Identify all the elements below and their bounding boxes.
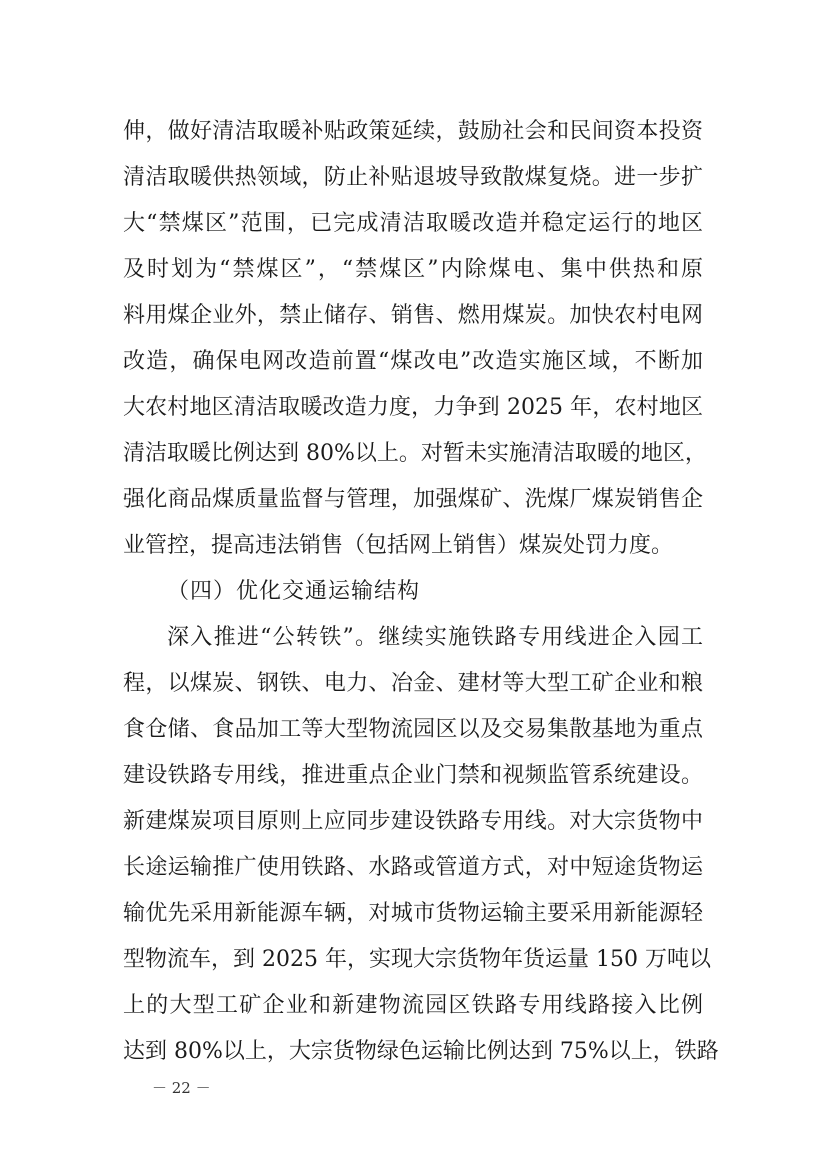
text-line: 程，以煤炭、钢铁、电力、冶金、建材等大型工矿企业和粮: [123, 671, 703, 696]
text-line: 伸，做好清洁取暖补贴政策延续，鼓励社会和民间资本投资: [123, 119, 703, 144]
page-number: － 22 －: [152, 1079, 211, 1097]
text-line: 建设铁路专用线，推进重点企业门禁和视频监管系统建设。: [123, 763, 703, 788]
text-line: 达到 80%以上，大宗货物绿色运输比例达到 75%以上，铁路: [123, 1039, 719, 1064]
text-line: 改造，确保电网改造前置“煤改电”改造实施区域，不断加: [123, 349, 703, 374]
text-line: 深入推进“公转铁”。继续实施铁路专用线进企入园工: [167, 625, 703, 650]
text-line: 料用煤企业外，禁止储存、销售、燃用煤炭。加快农村电网: [123, 303, 703, 328]
text-line: 大农村地区清洁取暖改造力度，力争到 2025 年，农村地区: [123, 395, 703, 420]
text-line: 大“禁煤区”范围，已完成清洁取暖改造并稳定运行的地区: [123, 211, 703, 236]
text-line: 新建煤炭项目原则上应同步建设铁路专用线。对大宗货物中: [123, 809, 703, 834]
text-line: 长途运输推广使用铁路、水路或管道方式，对中短途货物运: [123, 855, 703, 880]
section-heading: （四）优化交通运输结构: [167, 579, 421, 604]
text-line: 清洁取暖供热领域，防止补贴退坡导致散煤复烧。进一步扩: [123, 165, 703, 190]
text-line: 及时划为“禁煤区”，“禁煤区”内除煤电、集中供热和原: [123, 257, 703, 282]
text-line: 上的大型工矿企业和新建物流园区铁路专用线路接入比例: [123, 993, 703, 1018]
text-line: 强化商品煤质量监督与管理，加强煤矿、洗煤厂煤炭销售企: [123, 487, 703, 512]
text-line: 业管控，提高违法销售（包括网上销售）煤炭处罚力度。: [123, 533, 674, 558]
text-line: 输优先采用新能源车辆，对城市货物运输主要采用新能源轻: [123, 901, 703, 926]
text-line: 清洁取暖比例达到 80%以上。对暂未实施清洁取暖的地区，: [123, 441, 707, 466]
text-line: 型物流车，到 2025 年，实现大宗货物年货运量 150 万吨以: [123, 947, 711, 972]
text-line: 食仓储、食品加工等大型物流园区以及交易集散基地为重点: [123, 717, 703, 742]
